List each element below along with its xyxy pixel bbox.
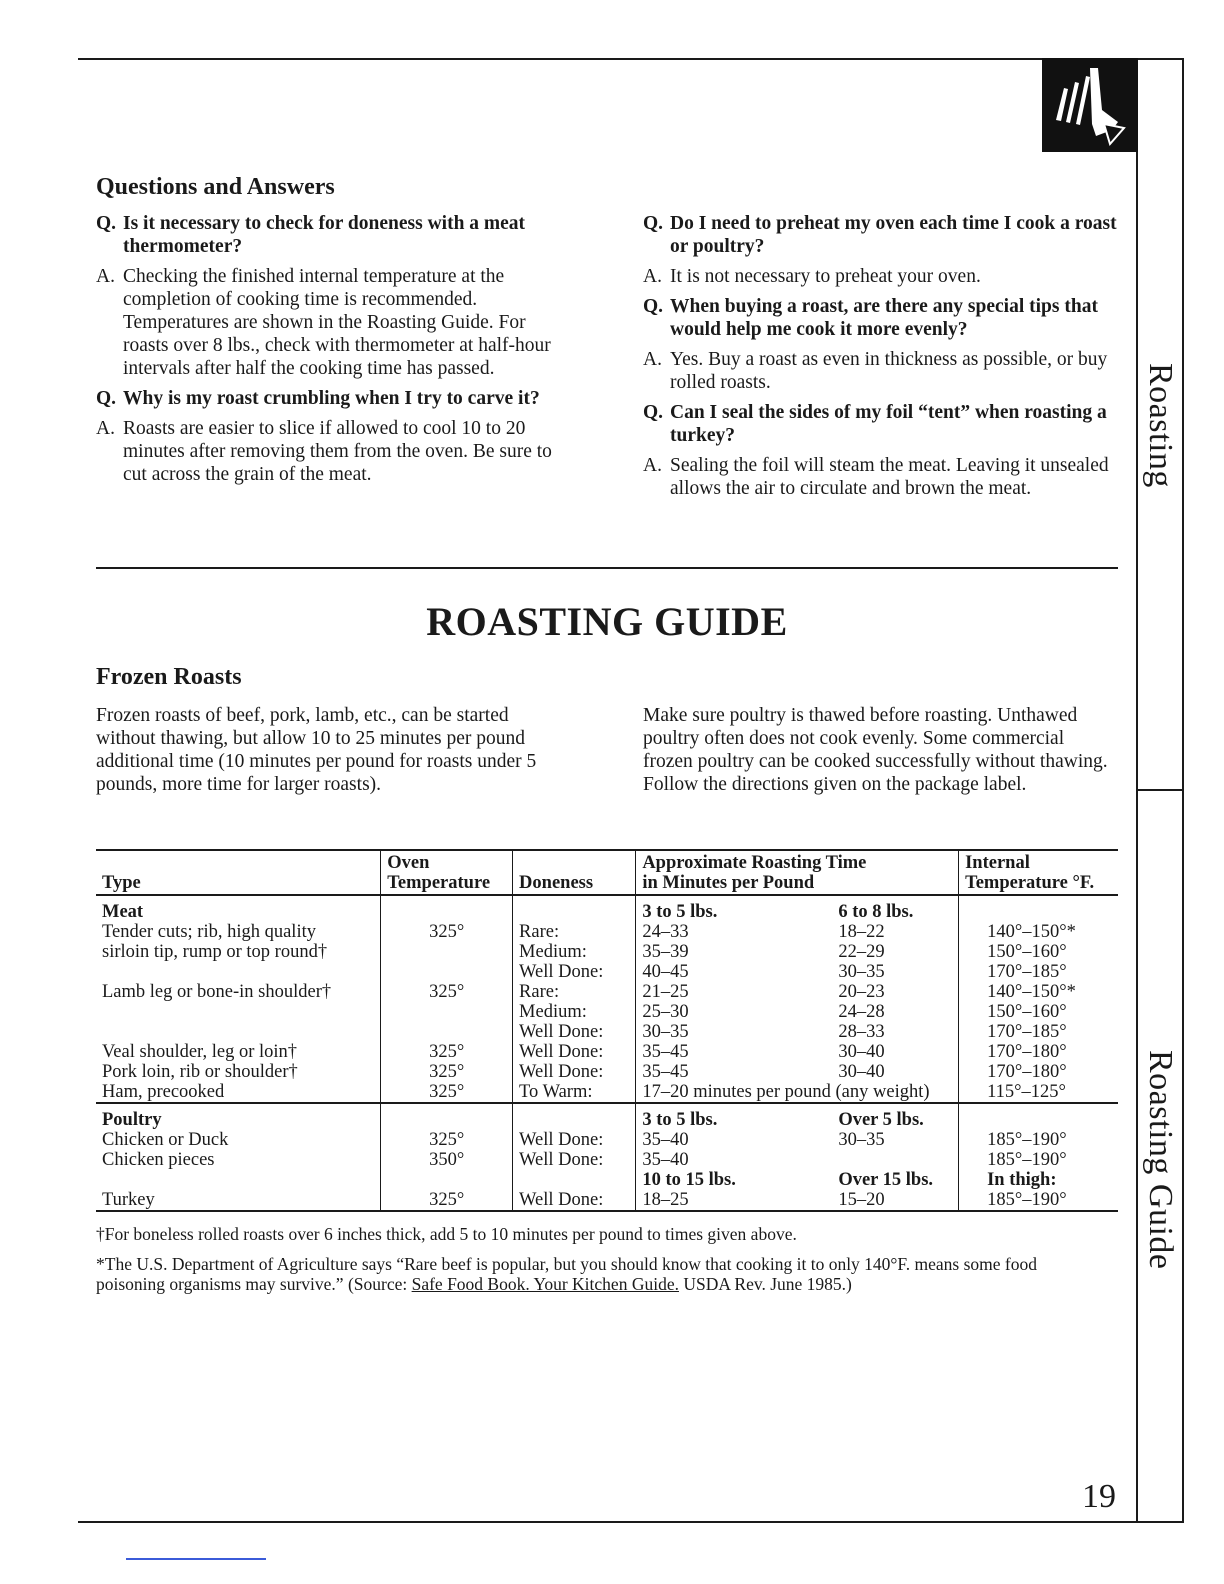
time-value: 40–45 — [642, 962, 689, 982]
time-value: 35–40 — [642, 1130, 689, 1150]
internal-temp-cell: 115°–125° — [959, 1082, 1118, 1103]
group-label: Meat — [102, 902, 144, 922]
qa-item — [643, 265, 1123, 288]
footnote-usda-end: USDA Rev. June 1985.) — [678, 1274, 852, 1294]
table-row — [96, 942, 1118, 962]
roasting-time-cell — [636, 1022, 959, 1042]
time-value: 35–40 — [642, 1150, 689, 1170]
header-doneness: Doneness — [513, 850, 636, 895]
internal-temp-cell: 170°–180° — [959, 1062, 1118, 1082]
oven-temp-cell — [381, 942, 513, 962]
type-cell: Chicken or Duck — [102, 1130, 229, 1150]
page-number: 19 — [1082, 1478, 1116, 1515]
doneness-cell: Rare: — [513, 922, 636, 942]
table-row — [96, 962, 1118, 982]
time-value: 6 to 8 lbs. — [838, 902, 914, 922]
internal-temp-cell: 140°–150°* — [959, 922, 1118, 942]
internal-temp-cell: 150°–160° — [959, 1002, 1118, 1022]
table-row — [96, 1042, 1118, 1062]
doneness-cell: Well Done: — [513, 962, 636, 982]
type-cell — [96, 1022, 381, 1042]
type-cell: Lamb leg or bone-in shoulder† — [102, 982, 332, 1002]
footnote-usda — [96, 1254, 1106, 1294]
doneness-cell: Well Done: — [513, 1190, 636, 1211]
side-divider — [1136, 789, 1184, 791]
table-header-row — [96, 850, 1118, 895]
type-cell: Turkey — [102, 1190, 155, 1210]
internal-temp-cell: 185°–190° — [959, 1130, 1118, 1150]
roasting-guide-title: ROASTING GUIDE — [426, 599, 788, 644]
time-value: 30–35 — [838, 962, 885, 982]
answer-text: It is not necessary to preheat your oven. — [670, 266, 981, 287]
footnote-source-title: Safe Food Book. Your Kitchen Guide. — [411, 1274, 679, 1294]
empty-cell — [513, 895, 636, 922]
type-cell: Ham, precooked — [102, 1082, 225, 1102]
bottom-rule — [78, 1521, 1184, 1523]
side-tab-roasting[interactable] — [1138, 300, 1182, 550]
roasting-time-cell — [636, 1150, 959, 1170]
empty-cell — [513, 1103, 636, 1130]
roasting-time-cell — [636, 1042, 959, 1062]
empty-cell — [959, 1103, 1118, 1130]
time-split — [642, 1062, 952, 1082]
roasting-time-cell — [636, 962, 959, 982]
header-time-line2: in Minutes per Pound — [642, 873, 815, 893]
oven-temp-cell — [381, 962, 513, 982]
table-row — [96, 1062, 1118, 1082]
roasting-time-cell — [636, 1103, 959, 1130]
time-value: 30–35 — [642, 1022, 689, 1042]
question-label: Q. — [643, 296, 664, 317]
answer-text: Yes. Buy a roast as even in thickness as possible, or buy rolled roasts. — [670, 349, 1108, 393]
oven-temp-cell: 325° — [381, 1042, 513, 1062]
time-split — [642, 1190, 952, 1210]
oven-temp-cell: 325° — [381, 1130, 513, 1150]
doneness-cell: Well Done: — [513, 1130, 636, 1150]
time-split — [642, 1110, 952, 1130]
table-row — [96, 1002, 1118, 1022]
answer-text: Sealing the foil will steam the meat. Leaving it unsealed allows the air to circulate and brown the meat. — [670, 455, 1109, 499]
side-tab-roasting-label: Roasting — [1142, 362, 1179, 488]
time-value: 35–45 — [642, 1062, 689, 1082]
roasting-guide-table — [96, 849, 1118, 1212]
time-value: 24–33 — [642, 922, 689, 942]
qa-item — [96, 265, 564, 380]
answer-label: A. — [643, 266, 662, 287]
internal-temp-cell: 140°–150°* — [959, 982, 1118, 1002]
roasting-time-cell — [636, 895, 959, 922]
internal-temp-cell: 170°–185° — [959, 1022, 1118, 1042]
qa-item — [643, 454, 1123, 500]
doneness-cell: Well Done: — [513, 1042, 636, 1062]
time-value: 18–22 — [838, 922, 885, 942]
type-cell: Veal shoulder, leg or loin† — [102, 1042, 298, 1062]
in-thigh-label: In thigh: — [959, 1170, 1118, 1190]
side-tab-roasting-guide[interactable] — [1138, 1000, 1182, 1320]
header-internal-line2: Temperature °F. — [965, 873, 1095, 893]
empty-cell — [381, 1170, 513, 1190]
table-row — [96, 1130, 1118, 1150]
time-value: 30–40 — [838, 1062, 885, 1082]
empty-cell — [381, 895, 513, 922]
doneness-cell: Well Done: — [513, 1062, 636, 1082]
internal-temp-cell: 170°–180° — [959, 1042, 1118, 1062]
doneness-cell: Medium: — [513, 1002, 636, 1022]
time-value: 30–40 — [838, 1042, 885, 1062]
qa-column-left — [96, 212, 564, 493]
oven-temp-cell: 325° — [381, 922, 513, 942]
time-split — [642, 982, 952, 1002]
time-value: 3 to 5 lbs. — [642, 1110, 718, 1130]
time-value: 18–25 — [642, 1190, 689, 1210]
type-cell — [96, 962, 381, 982]
time-value: 10 to 15 lbs. — [642, 1170, 736, 1190]
roasting-time-cell — [636, 942, 959, 962]
qa-item — [643, 401, 1123, 447]
time-value: Over 5 lbs. — [838, 1110, 924, 1130]
doneness-cell: To Warm: — [513, 1082, 636, 1103]
time-split — [642, 1022, 952, 1042]
internal-temp-cell: 185°–190° — [959, 1190, 1118, 1211]
time-split — [642, 1042, 952, 1062]
table-row — [96, 1150, 1118, 1170]
answer-label: A. — [643, 349, 662, 370]
question-text: Can I seal the sides of my foil “tent” when roasting a turkey? — [670, 402, 1107, 446]
time-split — [642, 1150, 952, 1170]
question-label: Q. — [643, 402, 664, 423]
time-value: 3 to 5 lbs. — [642, 902, 718, 922]
time-value: 25–30 — [642, 1002, 689, 1022]
time-value: 24–28 — [838, 1002, 885, 1022]
qa-item — [643, 295, 1123, 341]
footnote-usda-text: *The U.S. Department of Agriculture says “Rare beef is popular, but you should know that cooking it to only 140°F. means some food poisoning organisms may survive.” (Source: — [96, 1254, 1037, 1294]
oven-temp-cell — [381, 1022, 513, 1042]
answer-text: Roasts are easier to slice if allowed to cool 10 to 20 minutes after removing them from the oven. Be sure to cut across the grain of the meat. — [123, 418, 552, 485]
question-text: Do I need to preheat my oven each time I cook a roast or poultry? — [670, 213, 1117, 257]
poultry-header-row — [96, 1103, 1118, 1130]
type-cell — [96, 1002, 381, 1022]
time-split — [642, 1002, 952, 1022]
time-value: 35–39 — [642, 942, 689, 962]
poultry-thaw-paragraph: Make sure poultry is thawed before roasting. Unthawed poultry often does not cook evenly. Some commercial frozen poultry can be cooked successfully without thawing. Follow the directions given on the package label. — [643, 705, 1108, 795]
time-value: Over 15 lbs. — [838, 1170, 934, 1190]
header-internal-line1: Internal — [965, 853, 1030, 873]
empty-cell — [96, 1170, 381, 1190]
type-cell: Tender cuts; rib, high quality — [102, 922, 316, 942]
footnote-boneless: †For boneless rolled roasts over 6 inches thick, add 5 to 10 minutes per pound to times given above. — [96, 1224, 797, 1244]
answer-text: Checking the finished internal temperature at the completion of cooking time is recommended. Temperatures are shown in the Roasting Guide. For roasts over 8 lbs., check with thermometer at half-hour intervals after half the cooking time has passed. — [123, 266, 551, 379]
time-value: 30–35 — [838, 1130, 885, 1150]
oven-temp-cell: 325° — [381, 982, 513, 1002]
qa-item — [96, 212, 564, 258]
roasting-time-cell — [636, 1170, 959, 1190]
qa-column-right — [643, 212, 1123, 507]
header-oven-line2: Temperature — [387, 873, 491, 893]
hand-pointing-icon — [1042, 58, 1138, 152]
time-split — [642, 942, 952, 962]
question-text: When buying a roast, are there any special tips that would help me cook it more evenly? — [670, 296, 1098, 340]
internal-temp-cell: 170°–185° — [959, 962, 1118, 982]
roasting-time-cell: 17–20 minutes per pound (any weight) — [636, 1082, 959, 1103]
oven-temp-cell: 350° — [381, 1150, 513, 1170]
time-value: 20–23 — [838, 982, 885, 1002]
time-value: 22–29 — [838, 942, 885, 962]
qa-item — [643, 348, 1123, 394]
roasting-time-cell — [636, 1130, 959, 1150]
time-split — [642, 922, 952, 942]
question-label: Q. — [643, 213, 664, 234]
question-label: Q. — [96, 388, 117, 409]
time-split — [642, 1130, 952, 1150]
qa-item — [96, 417, 564, 486]
doneness-cell: Well Done: — [513, 1022, 636, 1042]
turkey-weight-row — [96, 1170, 1118, 1190]
meat-group — [96, 895, 1118, 1103]
roasting-time-cell — [636, 1190, 959, 1211]
table-row — [96, 1022, 1118, 1042]
frozen-roasts-paragraph: Frozen roasts of beef, pork, lamb, etc., can be started without thawing, but allow 10 to 25 minutes per pound additional time (10 minutes per pound for roasts under 5 pounds, more time for larger roasts). — [96, 705, 537, 795]
oven-temp-cell: 325° — [381, 1190, 513, 1211]
internal-temp-cell: 150°–160° — [959, 942, 1118, 962]
answer-label: A. — [643, 455, 662, 476]
table-row — [96, 982, 1118, 1002]
oven-temp-cell: 325° — [381, 1082, 513, 1103]
table-row — [96, 1190, 1118, 1211]
empty-cell — [381, 1103, 513, 1130]
roasting-time-cell — [636, 1062, 959, 1082]
time-split — [642, 902, 952, 922]
oven-temp-cell: 325° — [381, 1062, 513, 1082]
table-row — [96, 1082, 1118, 1103]
time-value: 28–33 — [838, 1022, 885, 1042]
internal-temp-cell: 185°–190° — [959, 1150, 1118, 1170]
meat-header-row — [96, 895, 1118, 922]
qa-item — [96, 387, 564, 410]
answer-label: A. — [96, 266, 115, 287]
qa-heading: Questions and Answers — [96, 174, 335, 200]
table-row — [96, 922, 1118, 942]
type-cell: Pork loin, rib or shoulder† — [102, 1062, 298, 1082]
time-split — [642, 962, 952, 982]
doneness-cell: Rare: — [513, 982, 636, 1002]
blue-underline — [126, 1558, 266, 1560]
type-cell: Chicken pieces — [102, 1150, 215, 1170]
qa-item — [643, 212, 1123, 258]
time-value: 35–45 — [642, 1042, 689, 1062]
roasting-time-cell — [636, 982, 959, 1002]
header-internal-temperature — [959, 850, 1118, 895]
side-tab-roasting-guide-label: Roasting Guide — [1142, 1050, 1179, 1270]
oven-temp-cell — [381, 1002, 513, 1022]
roasting-time-cell — [636, 1002, 959, 1022]
header-oven-line1: Oven — [387, 853, 430, 873]
time-value: 15–20 — [838, 1190, 885, 1210]
answer-label: A. — [96, 418, 115, 439]
header-roasting-time — [636, 850, 959, 895]
time-split — [642, 1170, 952, 1190]
section-divider — [96, 567, 1118, 569]
empty-cell — [513, 1170, 636, 1190]
top-rule — [78, 58, 1184, 60]
group-label: Poultry — [102, 1110, 162, 1130]
question-text: Is it necessary to check for doneness with a meat thermometer? — [123, 213, 526, 257]
type-cell: sirloin tip, rump or top round† — [102, 942, 328, 962]
roasting-time-cell — [636, 922, 959, 942]
empty-cell — [959, 895, 1118, 922]
frozen-roasts-heading: Frozen Roasts — [96, 664, 242, 690]
poultry-group — [96, 1103, 1118, 1211]
doneness-cell: Medium: — [513, 942, 636, 962]
question-label: Q. — [96, 213, 117, 234]
header-time-line1: Approximate Roasting Time — [642, 853, 867, 873]
question-text: Why is my roast crumbling when I try to carve it? — [123, 388, 540, 409]
header-oven-temperature — [381, 850, 513, 895]
header-type: Type — [102, 873, 141, 893]
time-value: 21–25 — [642, 982, 689, 1002]
doneness-cell: Well Done: — [513, 1150, 636, 1170]
